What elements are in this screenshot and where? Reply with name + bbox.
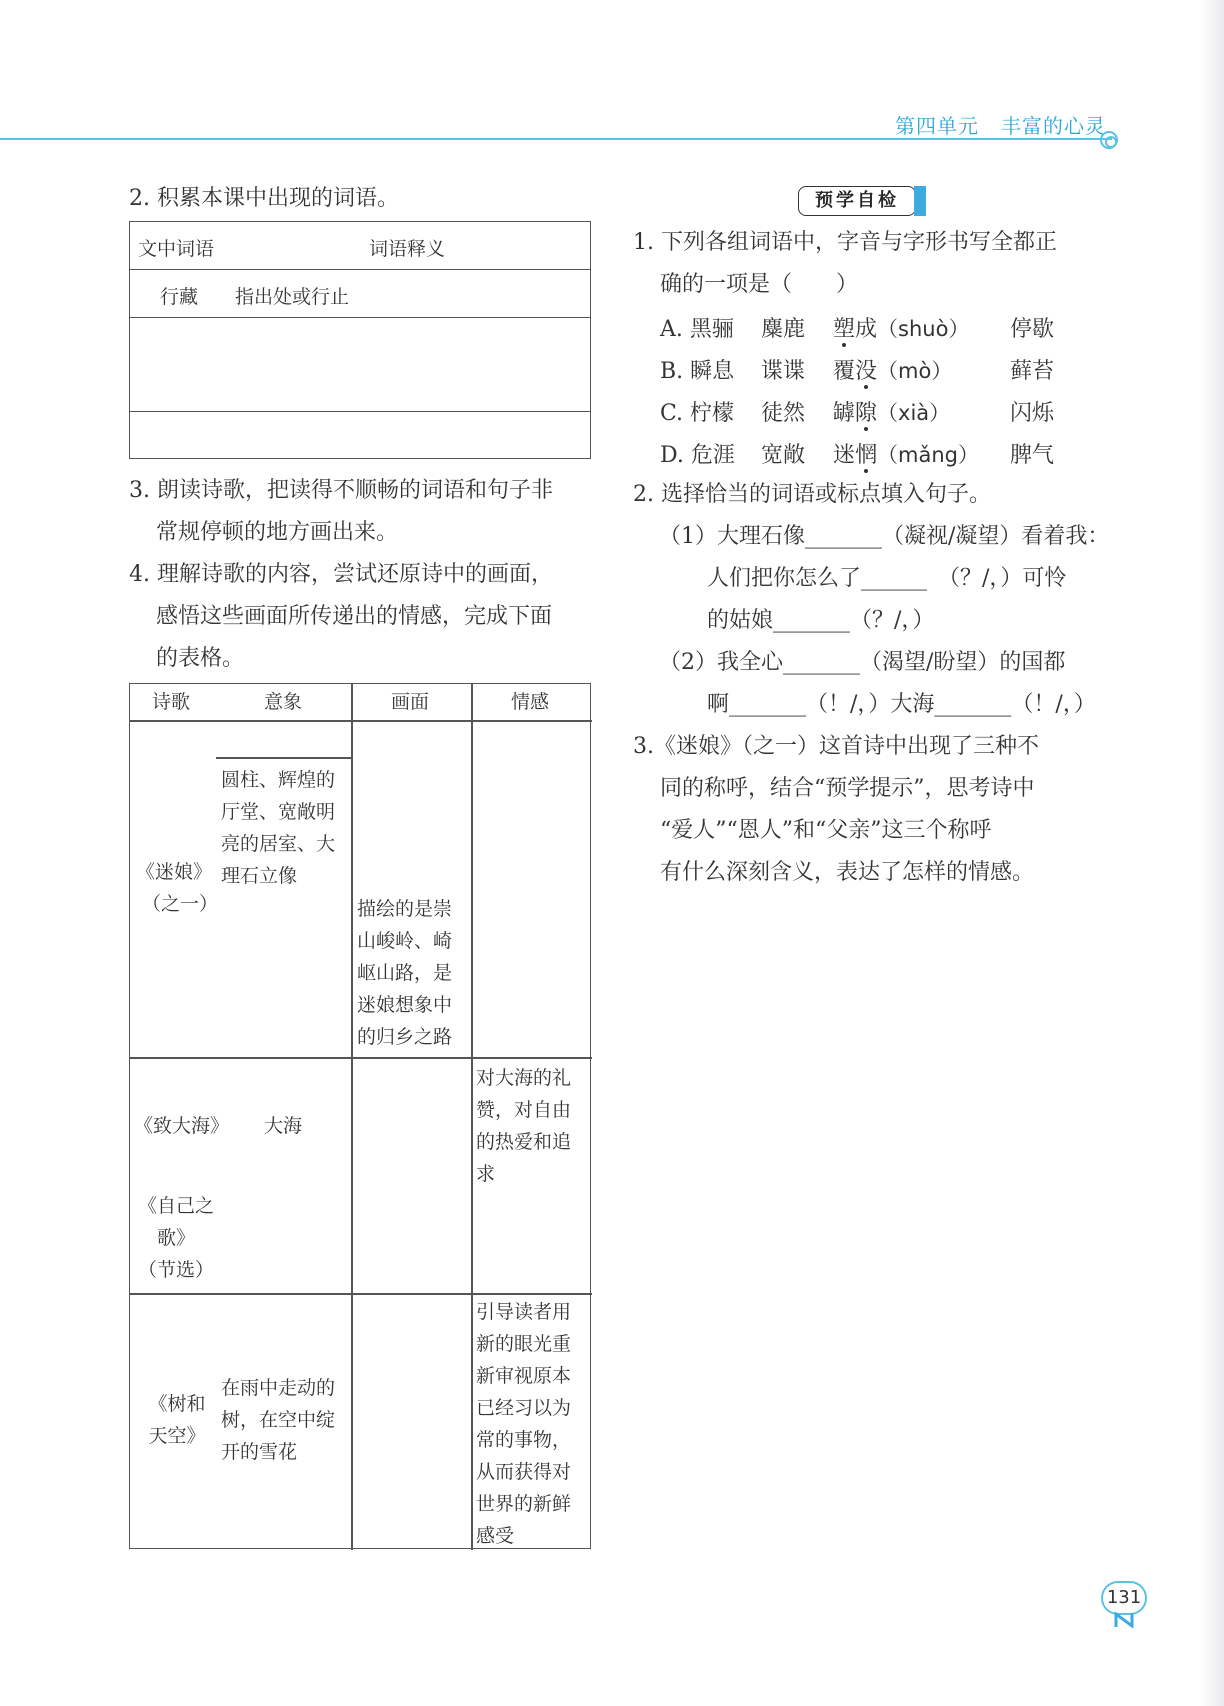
emotion-sea: 对大海的礼 赞，对自由 的热爱和追 求 [476,1067,572,1185]
right-q2: 2. 选择恰当的词语或标点填入句子。 [633,482,991,507]
left-q4: 4. 理解诗歌的内容，尝试还原诗中的画面， 感悟这些画面所传递出的情感，完成下面 的表格。 [129,562,553,671]
table-divider [351,684,353,1550]
option-a[interactable]: A. 黑骊 麋鹿 塑成（shuò） 停歇 [660,312,734,343]
header-emotion: 情感 [511,691,550,713]
word-table [129,221,591,459]
badge-label: 预学自检 [798,186,916,216]
word-table-row [130,270,590,318]
table-divider [471,684,473,1550]
header-rule [0,138,1112,140]
left-q3: 3. 朗读诗歌，把读得不顺畅的词语和句子非 常规停顿的地方画出来。 [129,478,553,545]
image-sea: 大海 [264,1115,303,1137]
word-cell: 行藏 [160,286,199,308]
option-b[interactable]: B. 瞬息 谍谍 覆没（mò） 藓苔 [660,354,734,385]
table-divider [130,720,592,722]
image-trees-and-sky: 在雨中走动的 树，在空中绽 开的雪花 [221,1377,336,1463]
table-divider [216,757,352,759]
header-poem: 诗歌 [152,691,191,713]
left-q2: 2. 积累本课中出现的词语。 [129,186,399,211]
word-col-header: 文中词语 [138,238,215,260]
header-scene: 画面 [391,691,430,713]
ring-ornament-icon [1100,131,1118,149]
badge-tab [914,186,926,216]
page-edge-shadow [1200,0,1224,1706]
meaning-cell: 指出处或行止 [235,286,350,308]
meaning-col-header: 词语释义 [369,238,446,260]
poem-mignon: 《迷娘》 （之一） [136,861,219,915]
option-c[interactable]: C. 柠檬 徒然 罅隙（xià） 闪烁 [660,396,734,427]
unit-title: 丰富的心灵 [1001,114,1106,138]
unit-number: 第四单元 [895,114,979,138]
word-table-blank-row [130,318,590,412]
table-divider [130,1057,592,1059]
publisher-mark-icon [1113,1612,1135,1628]
right-q1: 1. 下列各组词语中，字音与字形书写全都正 确的一项是（ ） [633,230,1057,297]
unit-header [895,110,1106,139]
page-number: 131 [1101,1581,1147,1615]
poem-to-the-sea: 《致大海》 [134,1115,230,1137]
scene-mignon: 描绘的是崇 山峻岭、崎 岖山路，是 迷娘想象中 的归乡之路 [357,898,453,1048]
preview-check-badge [798,186,928,216]
poem-trees-and-sky: 《树和 天空》 [148,1393,206,1447]
table-divider [130,1293,592,1295]
image-mignon: 圆柱、辉煌的 厅堂、宽敞明 亮的居室、大 理石立像 [221,769,336,887]
right-q2-2: （2）我全心_______（渴望/盼望）的国都 啊_______（！/，）大海_______（！/，） [659,650,1096,717]
right-q3: 3.《迷娘》（之一）这首诗中出现了三种不 同的称呼，结合“预学提示”，思考诗中 “爱人”“恩人”和“父亲”这三个称呼 有什么深刻含义，表达了怎样的情感。 [633,734,1039,885]
right-q2-1: （1）大理石像_______（凝视/凝望）看着我： 人们把你怎么了______ （？/，）可怜 的姑娘_______（？/，） [659,524,1110,633]
poem-table [129,683,591,1549]
emotion-trees-and-sky: 引导读者用 新的眼光重 新审视原本 已经习以为 常的事物， 从而获得对 世界的新鲜 感受 [476,1301,572,1547]
option-d[interactable]: D. 危涯 宽敞 迷惘（mǎng） 脾气 [660,438,735,469]
poem-song-of-myself: 《自己之 歌》 （节选） [137,1195,214,1281]
header-image: 意象 [264,691,303,713]
